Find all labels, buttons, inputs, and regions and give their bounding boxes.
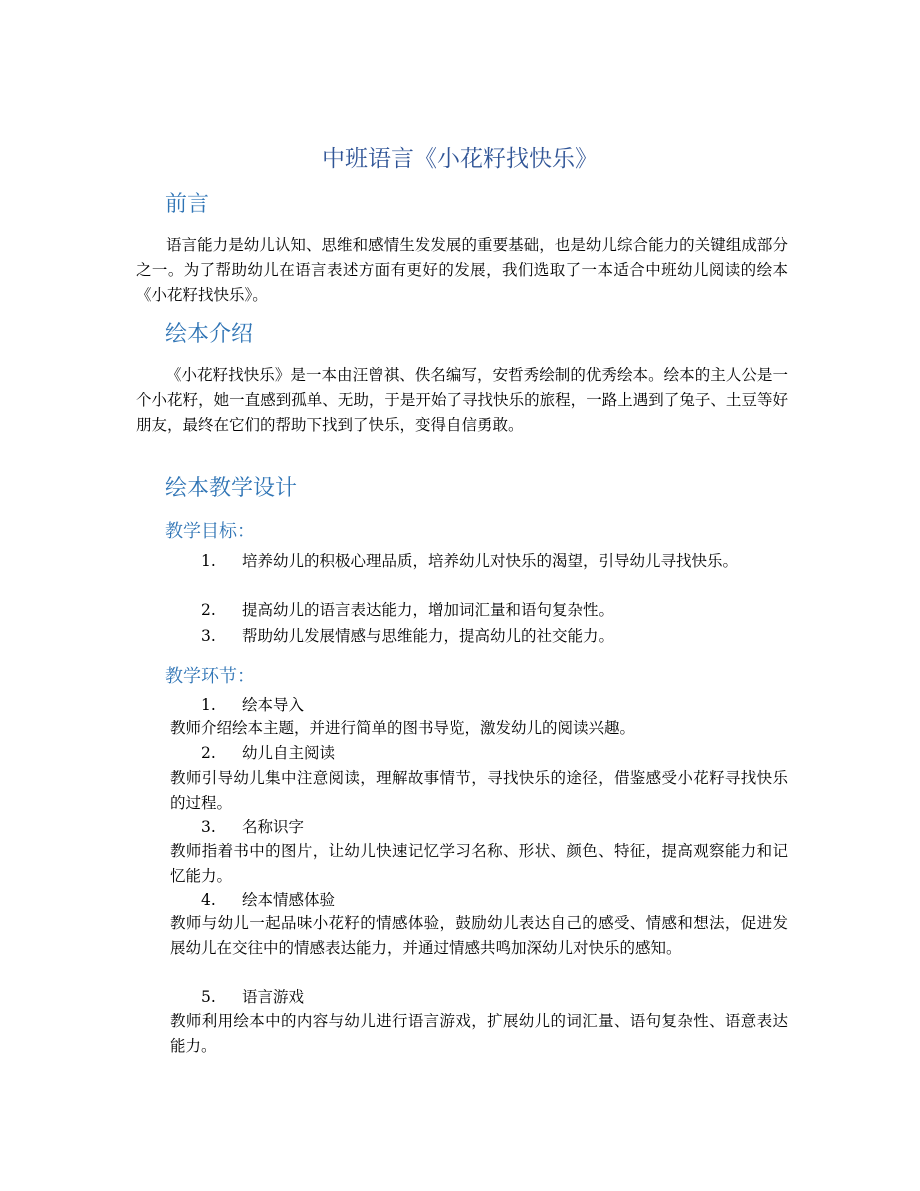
goal-number: 2.	[201, 601, 216, 619]
step-number: 1.	[201, 696, 216, 714]
heading-steps: 教学环节：	[165, 666, 255, 687]
step-heading	[170, 815, 304, 840]
step-number: 5.	[201, 988, 216, 1006]
heading-goals: 教学目标：	[165, 521, 255, 542]
step-title: 名称识字	[242, 818, 305, 836]
goal-item	[170, 624, 788, 649]
heading-design: 绘本教学设计	[165, 476, 298, 501]
intro-paragraph: 《小花籽找快乐》是一本由汪曾祺、佚名编写，安哲秀绘制的优秀绘本。绘本的主人公是一个小花籽，她一直感到孤单、无助，于是开始了寻找快乐的旅程，一路上遇到了兔子、土豆等好朋友，最终在它们的帮助下找到了快乐，变得自信勇敢。	[136, 366, 788, 434]
step-title: 绘本情感体验	[242, 891, 336, 909]
step-heading	[170, 741, 335, 766]
step-number: 4.	[201, 891, 216, 909]
goal-number: 1.	[201, 552, 216, 570]
step-description: 教师与幼儿一起品味小花籽的情感体验，鼓励幼儿表达自己的感受、情感和想法，促进发展幼儿在交往中的情感表达能力，并通过情感共鸣加深幼儿对快乐的感知。	[170, 914, 788, 957]
step-title: 语言游戏	[242, 988, 305, 1006]
preface-paragraph: 语言能力是幼儿认知、思维和感情生发发展的重要基础，也是幼儿综合能力的关键组成部分之一。为了帮助幼儿在语言表述方面有更好的发展，我们选取了一本适合中班幼儿阅读的绘本《小花籽找快乐》。	[136, 236, 788, 304]
goal-text: 提高幼儿的语言表达能力，增加词汇量和语句复杂性。	[242, 601, 615, 619]
heading-intro: 绘本介绍	[165, 322, 254, 347]
step-heading	[170, 888, 335, 913]
goal-text: 帮助幼儿发展情感与思维能力，提高幼儿的社交能力。	[242, 627, 615, 645]
step-title: 幼儿自主阅读	[242, 744, 336, 762]
goal-number: 3.	[201, 627, 216, 645]
step-description: 教师利用绘本中的内容与幼儿进行语言游戏，扩展幼儿的词汇量、语句复杂性、语意表达能力。	[170, 1012, 788, 1055]
step-description: 教师指着书中的图片，让幼儿快速记忆学习名称、形状、颜色、特征，提高观察能力和记忆能力。	[170, 842, 788, 885]
step-heading	[170, 693, 304, 718]
step-number: 2.	[201, 744, 216, 762]
goal-item	[170, 549, 788, 574]
step-description: 教师引导幼儿集中注意阅读，理解故事情节，寻找快乐的途径，借鉴感受小花籽寻找快乐的过程。	[170, 769, 788, 812]
document-title: 中班语言《小花籽找快乐》	[322, 146, 598, 172]
goal-text: 培养幼儿的积极心理品质，培养幼儿对快乐的渴望，引导幼儿寻找快乐。	[242, 552, 739, 570]
step-description: 教师介绍绘本主题，并进行简单的图书导览，激发幼儿的阅读兴趣。	[170, 719, 636, 737]
goal-item	[170, 598, 788, 623]
step-number: 3.	[201, 818, 216, 836]
step-title: 绘本导入	[242, 696, 305, 714]
heading-preface: 前言	[165, 192, 210, 217]
step-heading	[170, 985, 304, 1010]
